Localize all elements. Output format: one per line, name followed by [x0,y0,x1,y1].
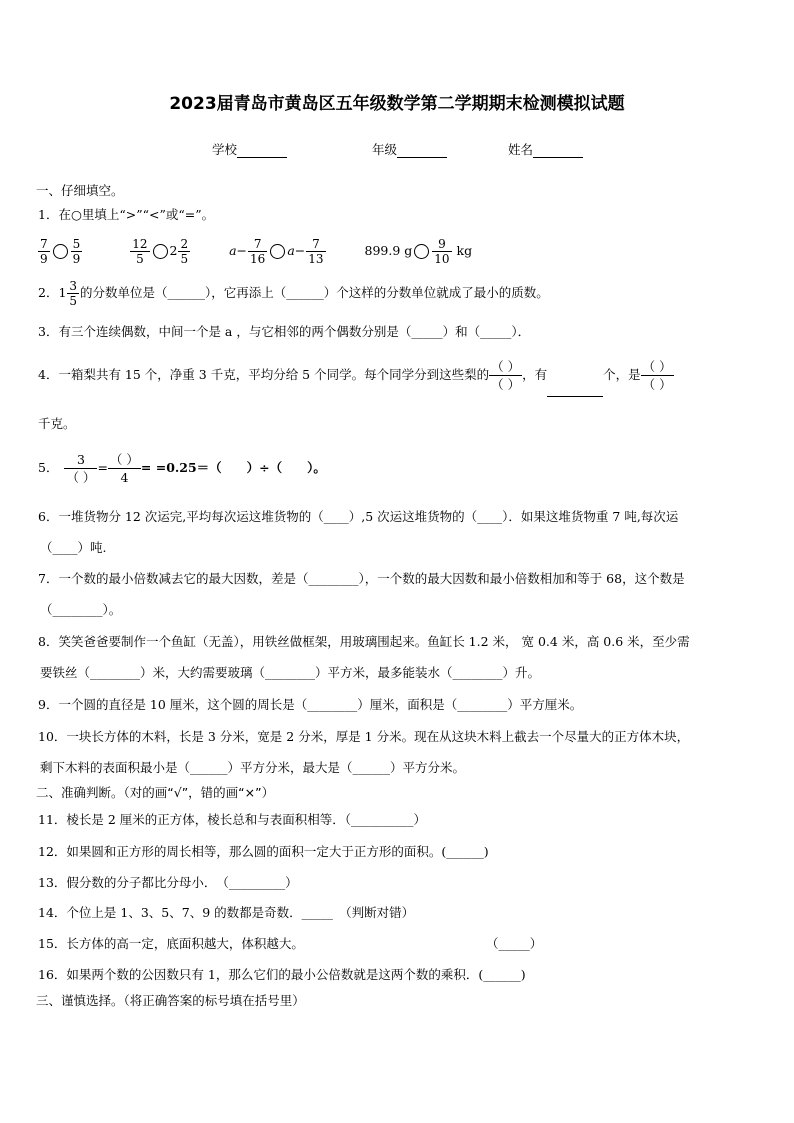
section-3-heading: 三、谨慎选择。（将正确答案的标号填在括号里） [36,993,305,1008]
question-14: 14．个位上是 1、3、5、7、9 的数都是奇数．_____ （判断对错） [38,905,415,920]
school-label: 学校 [212,142,238,157]
question-4-cont: 千克。 [38,416,76,431]
question-3: 3．有三个连续偶数，中间一个是 a ，与它相邻的两个偶数分别是（_____）和（_____）． [38,324,531,339]
question-6: 6．一堆货物分 12 次运完,平均每次运这堆货物的（____）,5 次运这堆货物的（____）．如果这堆货物重 7 吨,每次运 [38,509,679,524]
question-5: 5． $\frac{3}{( )}$ = $\frac{( )}{4}$ = =0.25＝（ ）÷（ ）。 [38,452,326,485]
fraction-blank[interactable]: $\frac{( )}{( )}$ [642,359,672,392]
fraction-blank[interactable]: $\frac{( )}{4}$ [109,452,139,485]
question-10: 10．一块长方体的木料，长是 3 分米，宽是 2 分米，厚是 1 分米。现在从这块木料上截去一个尽量大的正方体木块， [38,729,690,744]
fraction: $\frac{3}{5}$ [69,279,78,308]
compare-circle[interactable] [53,244,68,259]
school-blank[interactable] [237,143,287,158]
question-11: 11．棱长是 2 厘米的正方体，棱长总和与表面积相等．（__________） [38,812,427,827]
name-blank[interactable] [533,143,583,158]
question-6-cont: （____）吨. [40,540,107,555]
fraction-blank[interactable]: $\frac{( )}{( )}$ [491,359,521,392]
q1-comparisons: $\frac{7}{9}$ $\frac{5}{9}$ $\frac{12}{5}$ 2 $\frac{2}{5}$ a− $\frac{7}{16}$ a− $\frac{7}{13}$ 899.9 g $\frac{9}{10}$ kg [40,237,473,266]
question-9: 9．一个圆的直径是 10 厘米，这个圆的周长是（________）厘米，面积是（________）平方厘米。 [38,697,583,712]
question-1: 1．在○里填上“>”“<”或“=”。 [38,207,215,222]
name-field [508,142,583,158]
question-15: 15．长方体的高一定，底面积越大，体积越大。 [38,936,304,951]
fraction: $\frac{7}{9}$ [40,237,48,266]
grade-field [372,142,447,158]
name-label: 姓名 [508,142,534,157]
question-4: 4．一箱梨共有 15 个，净重 3 千克，平均分给 5 个同学。每个同学分到这些梨的 $\frac{( )}{( )}$ ，有 个，是 $\frac{( )}{( )}$ [38,353,674,397]
fraction-blank[interactable]: $\frac{3}{( )}$ [66,452,96,485]
question-16: 16．如果两个数的公因数只有 1，那么它们的最小公倍数就是这两个数的乘积．(______) [38,967,526,982]
question-7: 7．一个数的最小倍数减去它的最大因数，差是（________），一个数的最大因数和最小倍数相加和等于 68，这个数是 [38,571,685,586]
section-2-heading: 二、准确判断。（对的画“√”，错的画“×”） [36,785,275,800]
compare-circle[interactable] [153,244,168,259]
question-2: 2．1 $\frac{3}{5}$ 的分数单位是（______），它再添上（______）个这样的分数单位就成了最小的质数。 [38,279,549,308]
page-title: 2023届青岛市黄岛区五年级数学第二学期期末检测模拟试题 [169,94,625,114]
compare-circle[interactable] [270,244,285,259]
answer-blank[interactable] [547,382,603,397]
grade-label: 年级 [372,142,398,157]
fraction: $\frac{5}{9}$ [72,237,81,266]
question-8: 8．笑笑爸爸要制作一个鱼缸（无盖），用铁丝做框架，用玻璃围起来。鱼缸长 1.2 米， 宽 0.4 米，高 0.6 米，至少需 [38,634,690,649]
fraction: $\frac{9}{10}$ [434,237,450,266]
section-1-heading: 一、仔细填空。 [36,183,124,198]
question-15-answer[interactable]: （_____） [486,936,543,951]
fraction: $\frac{7}{16}$ [250,237,266,266]
question-8-cont: 要铁丝（________）米，大约需要玻璃（________）平方米，最多能装水（________）升。 [40,665,541,680]
fraction: $\frac{7}{13}$ [308,237,324,266]
grade-blank[interactable] [397,143,447,158]
question-12: 12．如果圆和正方形的周长相等，那么圆的面积一定大于正方形的面积。(______) [38,844,489,859]
fraction: $\frac{12}{5}$ [132,237,148,266]
question-7-cont: （________）。 [40,602,122,617]
compare-circle[interactable] [414,244,429,259]
fraction: $\frac{2}{5}$ [180,237,189,266]
school-field [212,142,287,158]
question-13: 13．假分数的分子都比分母小． （_________） [38,875,298,890]
question-10-cont: 剩下木料的表面积最小是（______）平方分米，最大是（______）平方分米。 [40,760,466,775]
